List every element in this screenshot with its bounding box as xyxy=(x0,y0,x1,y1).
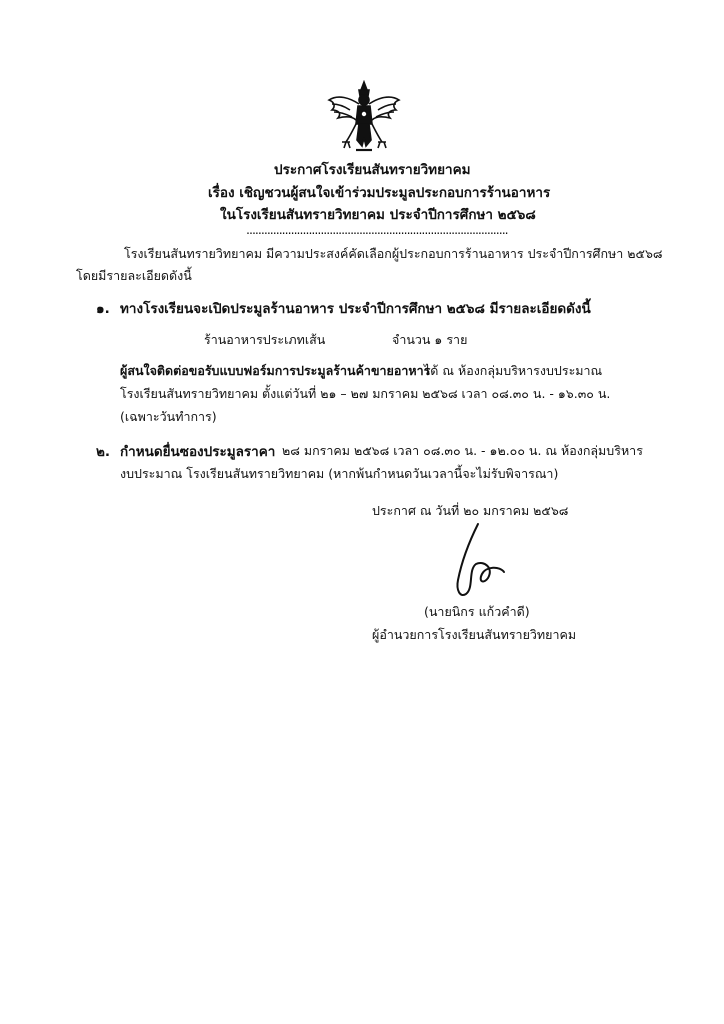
announcement-title: ประกาศโรงเรียนสันทรายวิทยาคม xyxy=(274,162,471,178)
intro-line1: โรงเรียนสันทรายวิทยาคม มีความประสงค์คัดเลือกผู้ประกอบการร้านอาหาร ประจำปีการศึกษา ๒๕๖๘ xyxy=(124,246,663,261)
item2-deadline: ๒๘ มกราคม ๒๕๖๘ เวลา ๐๘.๓๐ น. - ๑๒.๐๐ น. ณ ห้องกลุ่มบริหาร xyxy=(282,443,643,458)
announcement-subject-line2: ในโรงเรียนสันทรายวิทยาคม ประจำปีการศึกษา ๒๕๖๘ xyxy=(220,207,536,223)
item2-heading: กำหนดยื่นซองประมูลราคา xyxy=(120,444,276,460)
signer-name: (นายนิกร แก้วคำดี) xyxy=(424,604,530,619)
item1-contact-location: ได้ ณ ห้องกลุ่มบริหารงบประมาณ xyxy=(424,363,603,378)
announcement-subject: เรื่อง เชิญชวนผู้สนใจเข้าร่วมประมูลประกอบการร้านอาหาร xyxy=(208,185,551,201)
announce-date: ประกาศ ณ วันที่ ๒๐ มกราคม ๒๕๖๘ xyxy=(372,503,569,518)
garuda-emblem-icon xyxy=(326,80,402,154)
intro-line2: โดยมีรายละเอียดดังนี้ xyxy=(76,268,192,283)
signer-title: ผู้อำนวยการโรงเรียนสันทรายวิทยาคม xyxy=(372,627,577,642)
item1-number: ๑. xyxy=(96,301,110,317)
item1-heading: ทางโรงเรียนจะเปิดประมูลร้านอาหาร ประจำปีการศึกษา ๒๕๖๘ มีรายละเอียดดังนี้ xyxy=(120,301,591,317)
item1-contact-period: โรงเรียนสันทรายวิทยาคม ตั้งแต่วันที่ ๒๑ – ๒๗ มกราคม ๒๕๖๘ เวลา ๐๘.๓๐ น. - ๑๖.๓๐ น. xyxy=(120,386,611,401)
item1-contact-note: (เฉพาะวันทำการ) xyxy=(120,409,217,424)
signature xyxy=(448,520,508,602)
item1-shop-count: จำนวน ๑ ราย xyxy=(392,332,468,347)
item1-shop-type: ร้านอาหารประเภทเส้น xyxy=(204,332,326,347)
header-divider: ........................................................................................ xyxy=(246,222,508,237)
item2-number: ๒. xyxy=(96,444,111,460)
item2-line2: งบประมาณ โรงเรียนสันทรายวิทยาคม (หากพ้นกำหนดวันเวลานี้จะไม่รับพิจารณา) xyxy=(120,466,559,481)
item1-contact-bold: ผู้สนใจติดต่อขอรับแบบฟอร์มการประมูลร้านค้าขายอาหาร xyxy=(120,363,431,378)
